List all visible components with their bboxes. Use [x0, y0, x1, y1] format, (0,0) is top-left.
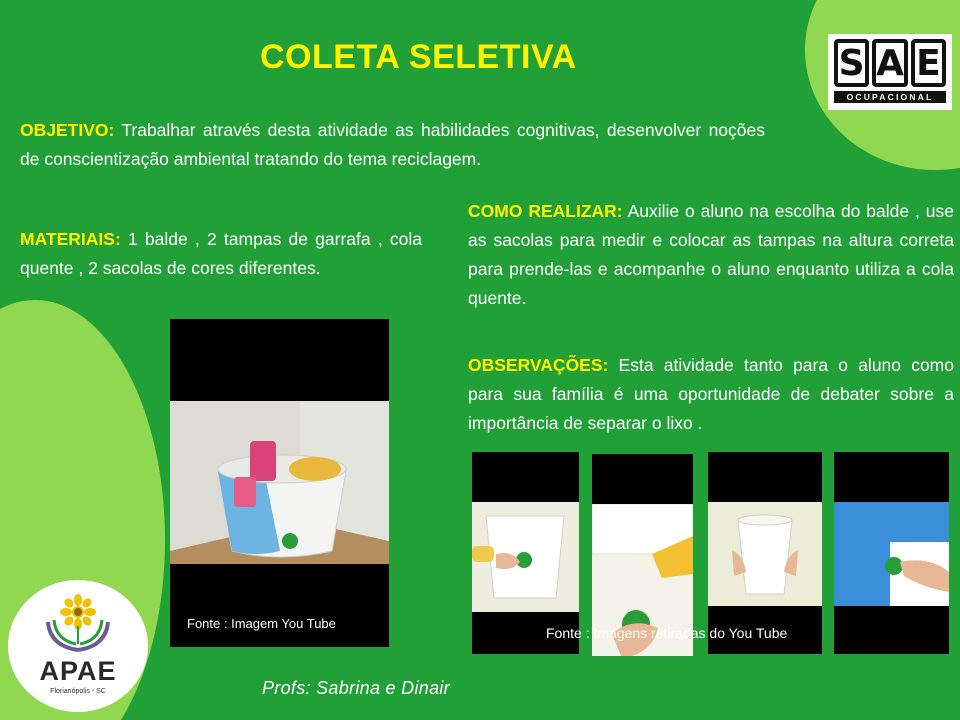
observacoes-paragraph	[468, 351, 954, 438]
sae-logo-letter: A	[872, 39, 908, 87]
objetivo-text: Trabalhar através desta atividade as habilidades cognitivas, desenvolver noções de conscientização ambiental tratando do tema reciclagem.	[20, 120, 765, 169]
observacoes-label: OBSERVAÇÕES:	[468, 355, 609, 375]
sae-logo-letter: S	[834, 39, 869, 87]
objetivo-paragraph	[20, 116, 765, 174]
step-illustration	[472, 502, 579, 612]
como-realizar-text: Auxilie o aluno na escolha do balde , use as sacolas para medir e colocar as tampas na altura correta para prende-las e acompanhe o aluno enquanto utiliza a cola quente.	[468, 201, 954, 308]
bucket-photo	[170, 319, 389, 647]
observacoes-text: Esta atividade tanto para o aluno como para sua família é uma oportunidade de debater sobre a importância de separar o lixo .	[468, 355, 954, 433]
sae-logo-subtitle: OCUPACIONAL	[834, 91, 946, 103]
materiais-label: MATERIAIS:	[20, 229, 121, 249]
step-photo-4	[834, 452, 949, 654]
apae-logo-city: Florianópolis - SC	[50, 688, 106, 695]
apae-flower-hands-icon	[42, 592, 114, 656]
strip-photos-caption: Fonte : Imagens retiradas do You Tube	[546, 625, 788, 641]
main-photo-caption: Fonte : Imagem You Tube	[187, 616, 336, 631]
materiais-paragraph	[20, 225, 422, 283]
slide-title: COLETA SELETIVA	[260, 38, 577, 76]
objetivo-label: OBJETIVO:	[20, 120, 115, 140]
materiais-text: 1 balde , 2 tampas de garrafa , cola quente , 2 sacolas de cores diferentes.	[20, 229, 422, 278]
sae-ocupacional-logo	[828, 34, 952, 110]
apae-logo-name: APAE	[39, 656, 117, 686]
step-photo-3	[708, 452, 822, 654]
como-realizar-label: COMO REALIZAR:	[468, 201, 623, 221]
sae-logo-letter: E	[911, 39, 946, 87]
footer-teachers: Profs: Sabrina e Dinair	[262, 678, 450, 698]
como-realizar-paragraph	[468, 197, 954, 313]
step-illustration	[708, 502, 822, 606]
step-illustration	[834, 502, 949, 606]
apae-logo	[8, 580, 148, 712]
bucket-illustration	[170, 401, 389, 564]
step-photo-1	[472, 452, 579, 654]
